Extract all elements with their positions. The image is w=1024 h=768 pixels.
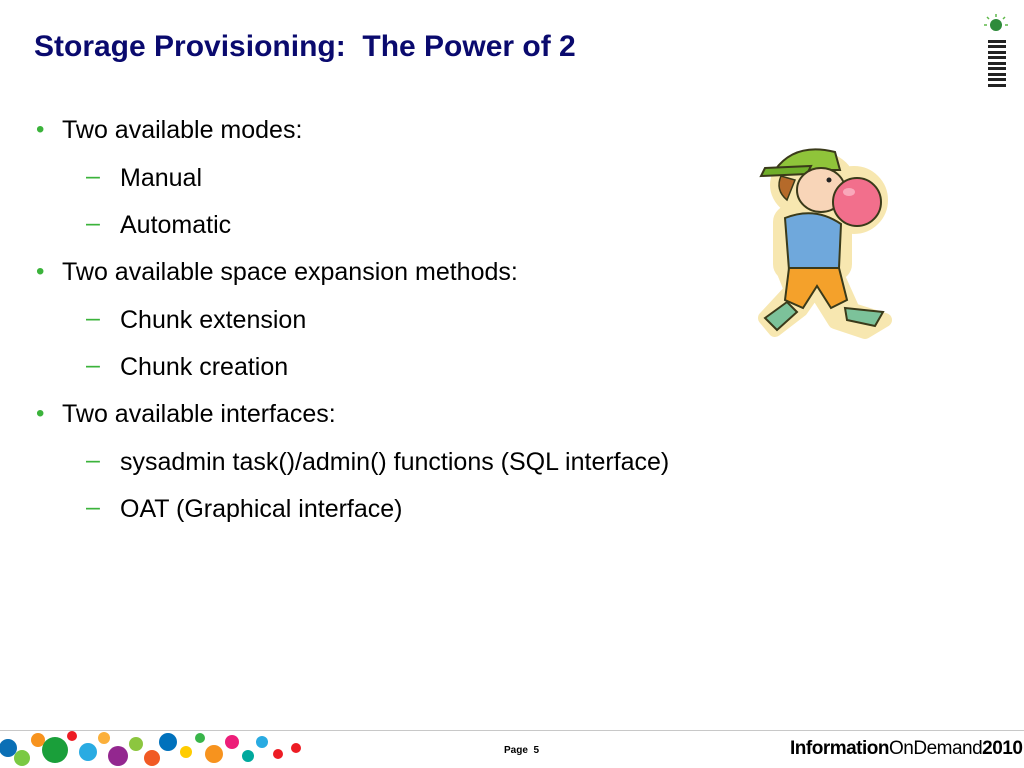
bullet-icon: • [36, 258, 45, 285]
sub-bullet-item: – Manual [34, 158, 794, 205]
slide-title: Storage Provisioning: The Power of 2 [34, 30, 576, 63]
sub-bullet-item: – Automatic [34, 205, 794, 252]
sub-bullet-item: – sysadmin task()/admin() functions (SQL interface) [34, 442, 794, 489]
page-number: Page 5 [504, 745, 540, 756]
bullet-icon: • [36, 400, 45, 427]
colorful-dots-decoration [0, 728, 310, 768]
sub-bullet-item: – Chunk extension [34, 300, 794, 347]
information-on-demand-logo: InformationOnDemand2010 [790, 738, 1023, 759]
dash-icon: – [86, 351, 100, 379]
dash-icon: – [86, 162, 100, 190]
sub-bullet-item: – Chunk creation [34, 347, 794, 394]
dash-icon: – [86, 493, 100, 521]
dash-icon: – [86, 446, 100, 474]
dash-icon: – [86, 209, 100, 237]
bullet-item: • Two available modes: [34, 110, 794, 158]
bullet-list [34, 110, 794, 536]
bullet-item: • Two available space expansion methods: [34, 252, 794, 300]
ibm-logo-icon [982, 12, 1014, 92]
bullet-item: • Two available interfaces: [34, 394, 794, 442]
dash-icon: – [86, 304, 100, 332]
sub-bullet-item: – OAT (Graphical interface) [34, 489, 794, 536]
bullet-icon: • [36, 116, 45, 143]
boy-blowing-bubblegum-clipart [735, 140, 895, 340]
